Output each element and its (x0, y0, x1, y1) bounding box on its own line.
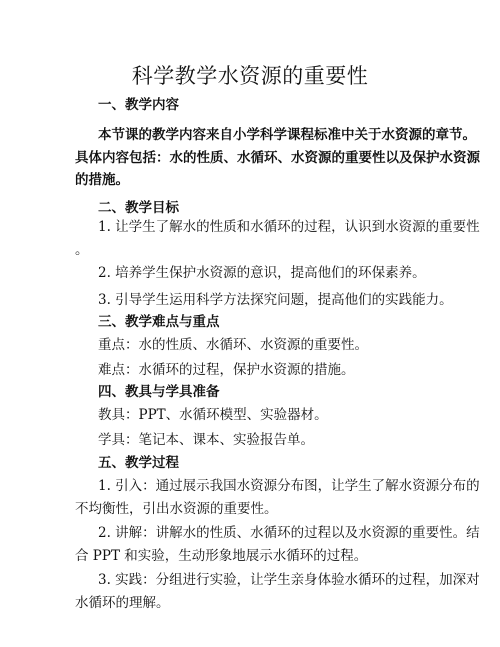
content-paragraph-line: 本节课的教学内容来自小学科学课程标准中关于水资源的章节。 (98, 127, 476, 143)
objective-item: 1. 让学生了解水的性质和水循环的过程，认识到水资源的重要性 (98, 219, 480, 235)
section-heading-content: 一、教学内容 (98, 97, 179, 113)
content-paragraph-line: 的措施。 (75, 172, 129, 188)
process-step-line: 不均衡性，引出水资源的重要性。 (75, 501, 278, 517)
student-materials-line: 学具：笔记本、课本、实验报告单。 (98, 432, 314, 448)
section-heading-key-points: 三、教学难点与重点 (98, 314, 220, 330)
process-step-line: 2. 讲解：讲解水的性质、水循环的过程以及水资源的重要性。结 (98, 525, 480, 541)
teacher-materials-line: 教具：PPT、水循环模型、实验器材。 (98, 407, 328, 423)
objective-item: 3. 引导学生运用科学方法探究问题，提高他们的实践能力。 (98, 292, 453, 308)
process-step-line: 水循环的理解。 (75, 595, 170, 611)
process-step-line: 1. 引入：通过展示我国水资源分布图，让学生了解水资源分布的 (98, 478, 480, 494)
document-title: 科学教学水资源的重要性 (131, 64, 369, 88)
process-step-line: 合 PPT 和实验，生动形象地展示水循环的过程。 (75, 548, 368, 564)
section-heading-materials: 四、教具与学具准备 (98, 384, 220, 400)
objective-item: 2. 培养学生保护水资源的意识，提高他们的环保素养。 (98, 265, 426, 281)
section-heading-objectives: 二、教学目标 (98, 200, 179, 216)
objective-item-continuation: 。 (75, 242, 89, 258)
section-heading-process: 五、教学过程 (98, 455, 179, 471)
content-paragraph-line: 具体内容包括：水的性质、水循环、水资源的重要性以及保护水资源 (75, 150, 480, 166)
key-point-line: 重点：水的性质、水循环、水资源的重要性。 (98, 337, 368, 353)
difficult-point-line: 难点：水循环的过程，保护水资源的措施。 (98, 362, 355, 378)
process-step-line: 3. 实践：分组进行实验，让学生亲身体验水循环的过程，加深对 (98, 572, 480, 588)
